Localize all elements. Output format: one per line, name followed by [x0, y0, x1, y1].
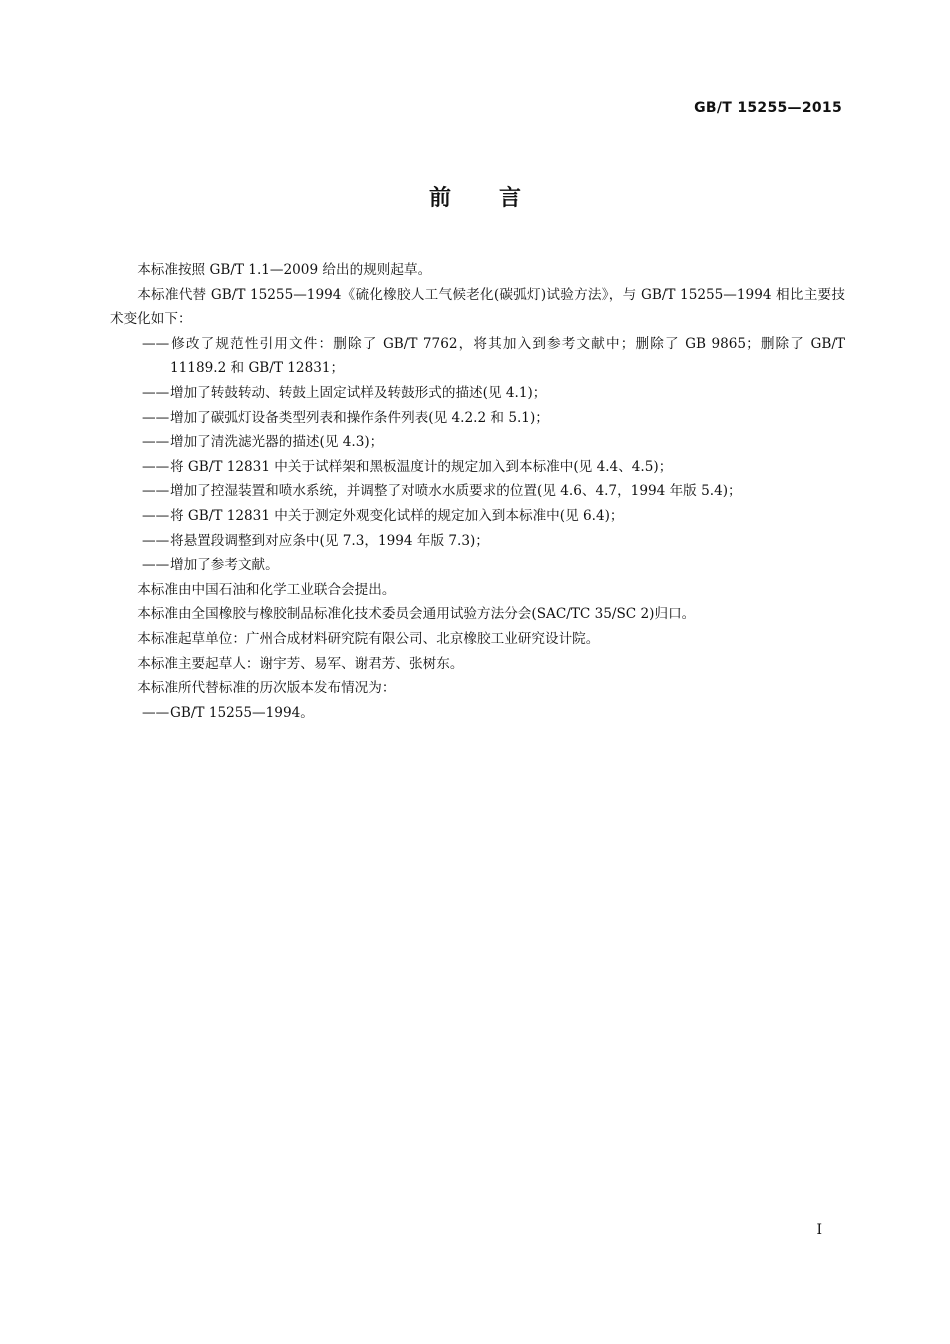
- paragraph-drafters: 本标准主要起草人：谢宇芳、易军、谢君芳、张树东。: [137, 655, 464, 672]
- page-number: I: [816, 1222, 822, 1238]
- list-item: [110, 553, 845, 578]
- paragraph-drafting-rule: 本标准按照 GB/T 1.1—2009 给出的规则起草。: [137, 262, 432, 278]
- paragraph-drafting-units: 本标准起草单位：广州合成材料研究院有限公司、北京橡胶工业研究设计院。: [137, 630, 600, 647]
- list-item-text: 将 GB/T 12831 中关于测定外观变化试样的规定加入到本标准中(见 6.4)；: [170, 507, 624, 524]
- dash-marker: ——: [142, 557, 170, 574]
- list-item: [110, 381, 845, 406]
- list-item-text: 增加了转鼓转动、转鼓上固定试样及转鼓形式的描述(见 4.1)；: [170, 384, 547, 401]
- page-title: 前言: [428, 186, 569, 211]
- dash-marker: ——: [142, 434, 170, 451]
- dash-marker: ——: [142, 704, 170, 721]
- list-item: [110, 479, 845, 504]
- list-item: [110, 455, 845, 480]
- dash-marker: ——: [142, 483, 170, 500]
- dash-marker: ——: [142, 384, 170, 401]
- list-item: [110, 430, 845, 455]
- paragraph-replacement: 本标准代替 GB/T 15255—1994《硫化橡胶人工气候老化(碳弧灯)试验方法》，与 GB/T 15255—1994 相比主要技术变化如下：: [110, 286, 845, 328]
- list-item-text: 增加了碳弧灯设备类型列表和操作条件列表(见 4.2.2 和 5.1)；: [170, 409, 549, 426]
- list-item: [110, 504, 845, 529]
- list-item: [110, 332, 845, 381]
- list-item: [110, 406, 845, 431]
- paragraph-jurisdiction: 本标准由全国橡胶与橡胶制品标准化技术委员会通用试验方法分会(SAC/TC 35/SC 2)归口。: [137, 606, 696, 623]
- history-list: [110, 701, 845, 726]
- list-item: [110, 701, 845, 726]
- list-item-text: 增加了控湿装置和喷水系统，并调整了对喷水水质要求的位置(见 4.6、4.7，1994 年版 5.4)；: [170, 483, 742, 500]
- dash-marker: ——: [142, 458, 170, 475]
- changes-list: [110, 332, 845, 578]
- list-item-text: 将 GB/T 12831 中关于试样架和黑板温度计的规定加入到本标准中(见 4.4、4.5)；: [170, 458, 673, 475]
- paragraph-proposer: 本标准由中国石油和化学工业联合会提出。: [137, 581, 396, 598]
- list-item-text: 将悬置段调整到对应条中(见 7.3，1994 年版 7.3)；: [170, 532, 489, 549]
- dash-marker: ——: [142, 532, 170, 549]
- list-item: [110, 529, 845, 554]
- list-item-text: 增加了参考文献。: [170, 557, 279, 574]
- dash-marker: ——: [142, 335, 170, 352]
- list-item-text: 修改了规范性引用文件：删除了 GB/T 7762，将其加入到参考文献中；删除了 GB 9865；删除了 GB/T 11189.2 和 GB/T 12831；: [170, 335, 845, 377]
- list-item-text: 增加了清洗滤光器的描述(见 4.3)；: [170, 434, 384, 451]
- document-body: [110, 258, 845, 725]
- standard-number: GB/T 15255—2015: [694, 100, 842, 116]
- dash-marker: ——: [142, 409, 170, 426]
- paragraph-history-intro: 本标准所代替标准的历次版本发布情况为：: [137, 680, 396, 697]
- dash-marker: ——: [142, 507, 170, 524]
- list-item-text: GB/T 15255—1994。: [170, 704, 314, 721]
